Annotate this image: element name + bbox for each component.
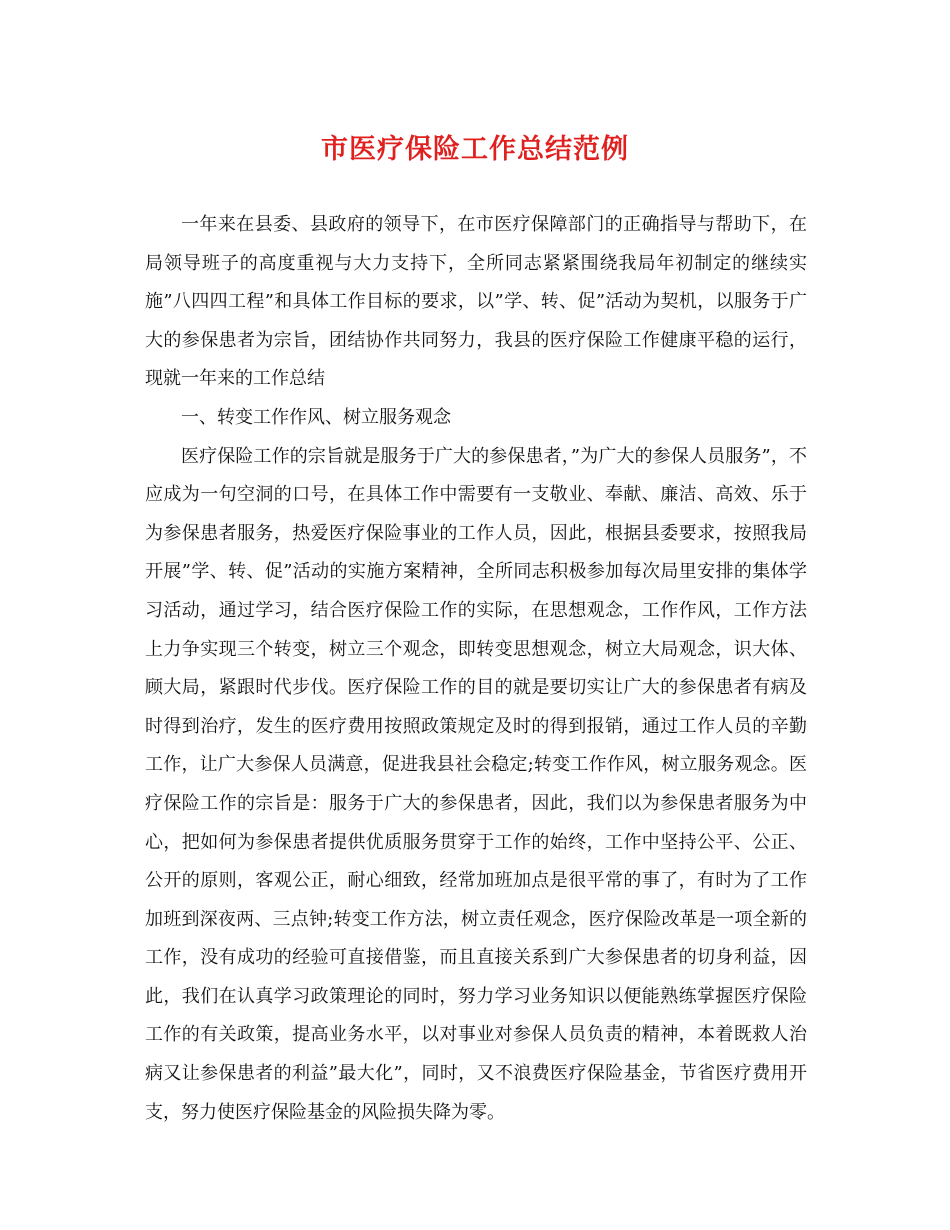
document-title: 市医疗保险工作总结范例 [321,134,629,165]
section-heading: 一、转变工作作风、树立服务观念 [181,406,451,428]
paragraph-intro: 一年来在县委、县政府的领导下，在市医疗保障部门的正确指导与帮助下，在局领导班子的高度重视与大力支持下，全所同志紧紧围绕我局年初制定的继续实施”八四四工程”和具体工作目标的要求，以”学、转、促”活动为契机，以服务于广大的参保患者为宗旨，团结协作共同努力，我县的医疗保险工作健康平稳的运行，现就一年来的工作总结 [145,214,807,390]
document-body [145,206,807,1132]
paragraph-section-1: 医疗保险工作的宗旨就是服务于广大的参保患者，”为广大的参保人员服务”，不应成为一句空洞的口号，在具体工作中需要有一支敬业、奉献、廉洁、高效、乐于为参保患者服务，热爱医疗保险事业的工作人员，因此，根据县委要求，按照我局开展”学、转、促”活动的实施方案精神，全所同志积极参加每次局里安排的集体学习活动，通过学习，结合医疗保险工作的实际，在思想观念，工作作风，工作方法上力争实现三个转变，树立三个观念，即转变思想观念，树立大局观念，识大体、顾大局，紧跟时代步伐。医疗保险工作的目的就是要切实让广大的参保患者有病及时得到治疗，发生的医疗费用按照政策规定及时的得到报销，通过工作人员的辛勤工作，让广大参保人员满意，促进我县社会稳定;转变工作作风，树立服务观念。医疗保险工作的宗旨是：服务于广大的参保患者，因此，我们以为参保患者服务为中心，把如何为参保患者提供优质服务贯穿于工作的始终，工作中坚持公平、公正、公开的原则，客观公正，耐心细致，经常加班加点是很平常的事了，有时为了工作加班到深夜两、三点钟;转变工作方法，树立责任观念，医疗保险改革是一项全新的工作，没有成功的经验可直接借鉴，而且直接关系到广大参保患者的切身利益，因此，我们在认真学习政策理论的同时，努力学习业务知识以便能熟练掌握医疗保险工作的有关政策，提高业务水平，以对事业对参保人员负责的精神，本着既救人治病又让参保患者的利益”最大化”，同时，又不浪费医疗保险基金，节省医疗费用开支，努力使医疗保险基金的风险损失降为零。 [145,445,807,1123]
